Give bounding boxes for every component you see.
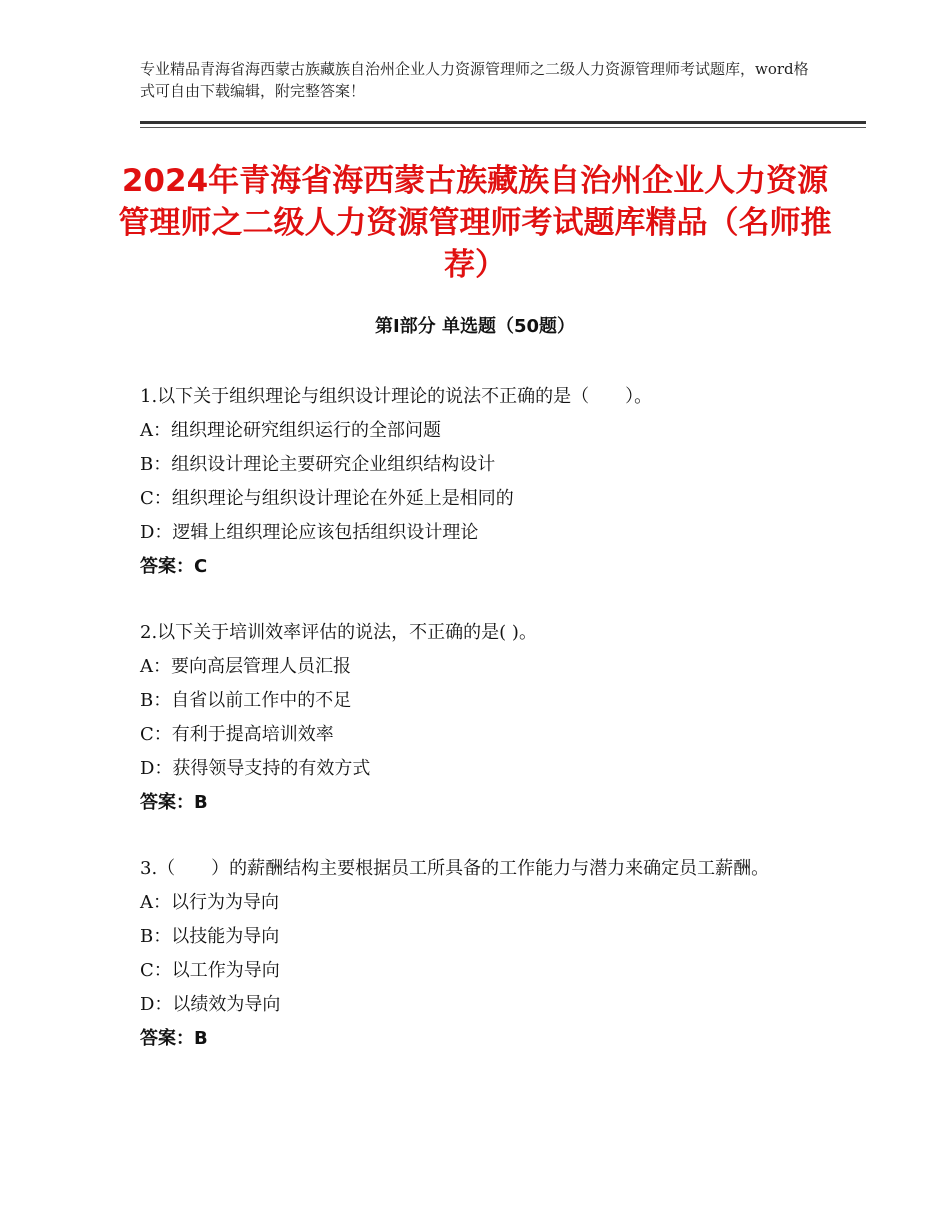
option-c: C：组织理论与组织设计理论在外延上是相同的: [140, 488, 514, 509]
header-rule-thick: [140, 121, 866, 124]
document-title: 2024年青海省海西蒙古族藏族自治州企业人力资源管理师之二级人力资源管理师考试题库精品（名师推荐）: [118, 163, 832, 283]
question-2: [140, 616, 840, 820]
option-a: A：组织理论研究组织运行的全部问题: [140, 420, 441, 441]
option-c: C：有利于提高培训效率: [140, 724, 334, 745]
option-b: B：以技能为导向: [140, 926, 280, 947]
header-note: 专业精品青海省海西蒙古族藏族自治州企业人力资源管理师之二级人力资源管理师考试题库，word格式可自由下载编辑，附完整答案！: [140, 60, 809, 100]
header-rule-thin: [140, 127, 866, 128]
section-title: 第Ⅰ部分 单选题（50题）: [374, 316, 575, 337]
answer: 答案：B: [140, 792, 208, 813]
question-1: [140, 380, 840, 584]
answer: 答案：B: [140, 1028, 208, 1049]
option-b: B：组织设计理论主要研究企业组织结构设计: [140, 454, 496, 475]
option-d: D：逻辑上组织理论应该包括组织设计理论: [140, 522, 479, 543]
option-d: D：以绩效为导向: [140, 994, 281, 1015]
question-3: [140, 852, 840, 1056]
option-a: A：要向高层管理人员汇报: [140, 656, 351, 677]
option-b: B：自省以前工作中的不足: [140, 690, 352, 711]
question-stem: 3.（ ）的薪酬结构主要根据员工所具备的工作能力与潜力来确定员工薪酬。: [140, 858, 770, 879]
question-list: [140, 380, 840, 1088]
option-a: A：以行为为导向: [140, 892, 279, 913]
option-d: D：获得领导支持的有效方式: [140, 758, 371, 779]
question-stem: 1.以下关于组织理论与组织设计理论的说法不正确的是（ ）。: [140, 386, 653, 407]
question-stem: 2.以下关于培训效率评估的说法，不正确的是( )。: [140, 622, 537, 643]
option-c: C：以工作为导向: [140, 960, 280, 981]
answer: 答案：C: [140, 556, 208, 577]
